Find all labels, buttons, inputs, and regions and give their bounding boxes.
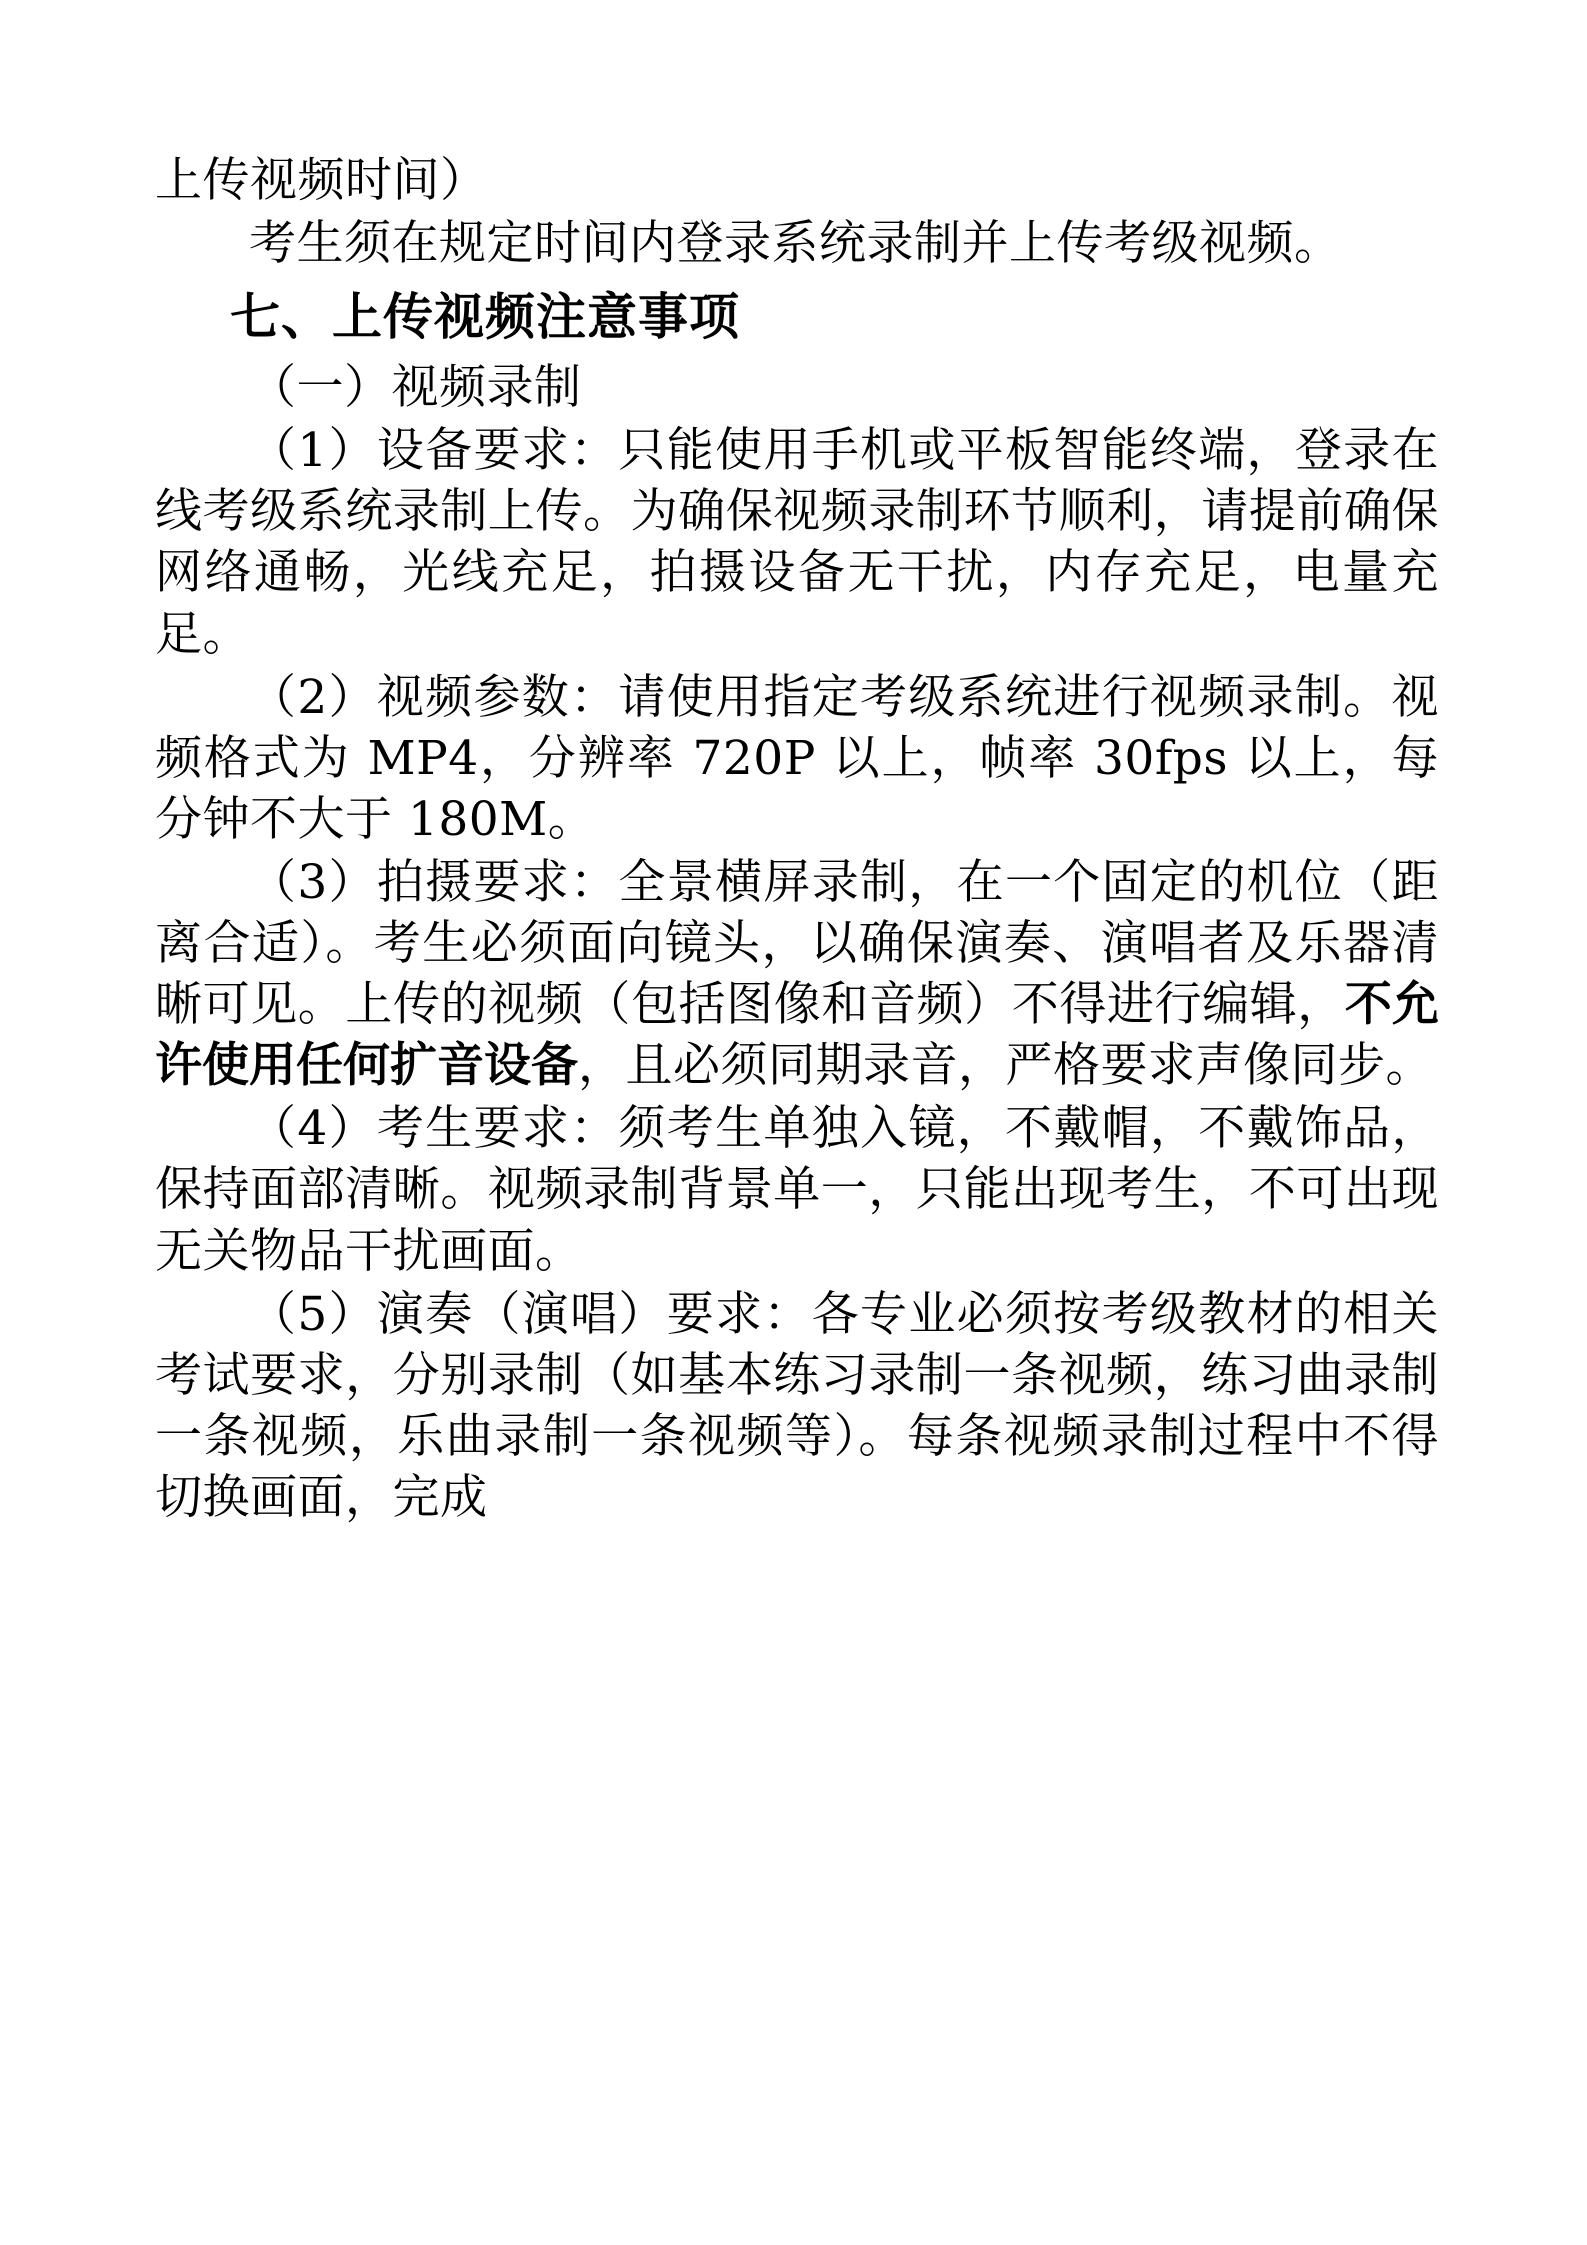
- para-item-3-shooting-segment-2: ，且必须同期录音，严格要求声像同步。: [578, 1038, 1433, 1094]
- para-item-3-shooting: [155, 852, 1439, 1096]
- para-item-3-shooting-segment-1: 不允许使用任何扩音设备: [155, 977, 1440, 1094]
- heading-section-seven: 七、上传视频注意事项: [230, 288, 740, 347]
- para-item-3-shooting-segment-0: （3）拍摄要求：全景横屏录制，在一个固定的机位（距离合适）。考生必须面向镜头，以确保演奏、演唱者及乐器清晰可见。上传的视频（包括图像和音频）不得进行编辑，: [155, 854, 1439, 1033]
- para-subsection-one: （一）视频录制: [249, 360, 582, 416]
- para-login-record: 考生须在规定时间内登录系统录制并上传考级视频。: [249, 216, 1342, 272]
- para-item-4-candidate: （4）考生要求：须考生单独入镜，不戴帽，不戴饰品，保持面部清晰。视频录制背景单一，只能出现考生，不可出现无关物品干扰画面。: [155, 1101, 1439, 1279]
- para-item-2-video-params: （2）视频参数：请使用指定考级系统进行视频录制。视频格式为 MP4，分辨率 720P 以上，帧率 30fps 以上，每分钟不大于 180M。: [155, 669, 1439, 847]
- para-upload-time-tail: 上传视频时间）: [155, 153, 488, 208]
- para-item-5-performance: （5）演奏（演唱）要求：各专业必须按考级教材的相关考试要求，分别录制（如基本练习录制一条视频，练习曲录制一条视频，乐曲录制一条视频等）。每条视频录制过程中不得切换画面，完成: [155, 1286, 1439, 1525]
- document-body: [155, 150, 1439, 1528]
- para-item-1-device: （1）设备要求：只能使用手机或平板智能终端，登录在线考级系统录制上传。为确保视频录制环节顺利，请提前确保网络通畅，光线充足，拍摄设备无干扰，内存充足，电量充足。: [155, 423, 1439, 662]
